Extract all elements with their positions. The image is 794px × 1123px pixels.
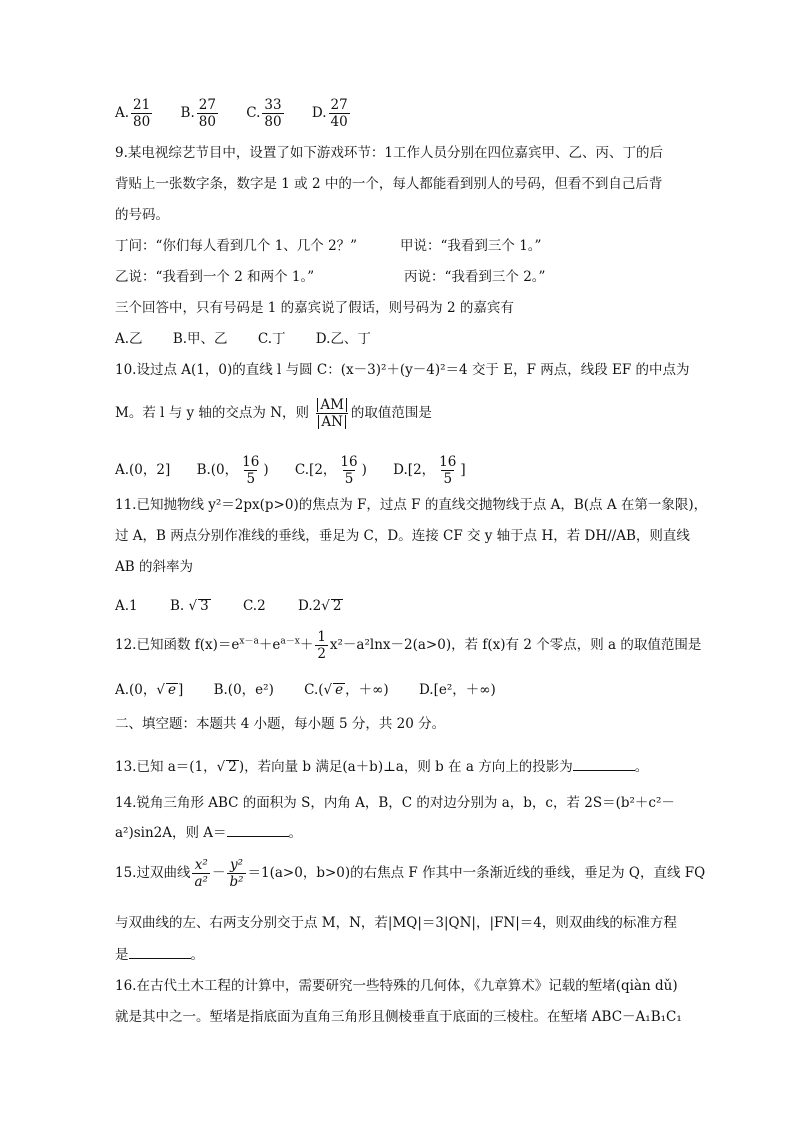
q11-line-2: 过 A，B 两点分别作准线的垂线，垂足为 C，D。连接 CF 交 y 轴于点 H，若 DH//AB，则直线 [115,528,690,544]
q11-option-a: A.1 [115,598,138,614]
q10-option-b: B.(0， $\frac{16}{5}$ ) [196,454,269,488]
q10-options [115,455,466,486]
q11-option-d: D.2√ 2 [297,598,342,614]
q11-option-c: C.2 [242,598,266,614]
q9-option-a: A.乙 [115,331,143,347]
q9-options [115,333,371,347]
q15-stem: 15.过双曲线 $\frac{\text{x²}}{\text{a²}}$ － $\frac{\text{y²}}{\text{b²}}$ ＝1(a>0，b>0)的右焦点 F 作其中一条渐近线的垂线，垂足为 Q，直线 FQ [115,857,706,891]
q14-line-1: 14.锐角三角形 ABC 的面积为 S，内角 A，B，C 的对边分别为 a，b，c，若 2S＝(b²＋c²－ [115,795,675,811]
q12-option-c: C.(√ e ，＋∞) [304,682,389,698]
q14-answer-blank[interactable] [227,824,289,837]
q8-option-c: C. $\frac{33}{80}$ [246,97,282,131]
q9-option-d: D.乙、丁 [315,331,371,347]
q16-line-2: 就是其中之一。堑堵是指底面为直角三角形且侧棱垂直于底面的三棱柱。在堑堵 ABC－A₁B₁C₁ [115,1009,682,1025]
q9-bing-answer: 丙说：“我看到三个 2。” [404,269,546,285]
q13-answer-blank[interactable] [573,758,635,771]
q14-line-2: a²)sin2A，则 A＝ 。 [115,825,303,841]
q9-line-2: 背贴上一张数字条，数字是 1 或 2 中的一个，每人都能看到别人的号码，但看不到自己后背 [115,176,663,192]
q12-options [115,683,496,698]
q9-jia-answer: 甲说：“我看到三个 1。” [400,238,542,254]
q11-options [115,599,343,614]
q13-stem: 13.已知 a＝(1，√ 2 )，若向量 b 满足(a＋b)⊥a，则 b 在 a 方向上的投影为 。 [115,759,649,775]
q10-line-1: 10.设过点 A(1，0)的直线 l 与圆 C：(x－3)²＋(y－4)²＝4 交于 E，F 两点，线段 EF 的中点为 [115,362,690,378]
q9-line-3: 的号码。 [115,207,169,223]
q9-option-c: C.丁 [257,331,286,347]
q9-line-1: 9.某电视综艺节目中，设置了如下游戏环节：1工作人员分别在四位嘉宾甲、乙、丙、丁的后 [115,145,663,161]
q12-option-a: A.(0，√ e ] [115,682,184,698]
q15-line-2: 与双曲线的左、右两支分别交于点 M，N，若|MQ|＝3|QN|，|FN|＝4，则双曲线的标准方程 [115,915,677,931]
q11-line-3: AB 的斜率为 [115,559,193,575]
q9-option-b: B.甲、乙 [172,331,228,347]
q10-line-2: M。若 l 与 y 轴的交点为 N，则 $\frac{AM}{AN}$ 的取值范围是 [115,397,432,431]
q12-option-d: D.[e²，＋∞) [418,682,496,698]
q15-answer-blank[interactable] [129,946,191,959]
q8-option-d: D. $\frac{27}{40}$ [311,97,348,131]
q15-line-3: 是 。 [115,947,204,963]
q10-option-c: C.[2， $\frac{16}{5}$ ) [294,454,367,488]
q11-line-1: 11.已知抛物线 y²＝2px(p>0)的焦点为 F，过点 F 的直线交抛物线于点 A，B(点 A 在第一象限)， [115,497,708,513]
q8-options [115,98,352,129]
q10-option-d: D.[2， $\frac{16}{5}$ ] [393,454,466,488]
q16-line-1: 16.在古代土木工程的计算中，需要研究一些特殊的几何体，《九章算术》记载的堑堵(qiàn dǔ) [115,978,678,994]
q12-option-b: B.(0，e²) [213,682,274,698]
section-heading: 二、填空题：本题共 4 小题，每小题 5 分，共 20 分。 [115,716,446,732]
q10-option-a: A.(0，2] [115,462,171,479]
q12-stem: 12.已知函数 $f(x)=e^{x-a}+e^{a-x}+$ $\frac{1}{2}$ x²－a²lnx－2(a>0)，若 f(x)有 2 个零点，则 a 的取值范围是 [115,629,702,663]
q11-option-b: B. √ 3 [169,598,209,614]
q8-option-b: B. $\frac{27}{80}$ [180,97,216,131]
q9-yi-answer: 乙说：“我看到一个 2 和两个 1。” [115,269,315,285]
q8-option-a: A. $\frac{21}{80}$ [115,97,151,131]
q10-ratio-fraction: $\frac{AM}{AN}$ [315,398,349,429]
q9-ding-question: 丁问：“你们每人看到几个 1、几个 2？” [115,238,358,254]
q9-line-6: 三个回答中，只有号码是 1 的嘉宾说了假话，则号码为 2 的嘉宾有 [115,300,514,316]
